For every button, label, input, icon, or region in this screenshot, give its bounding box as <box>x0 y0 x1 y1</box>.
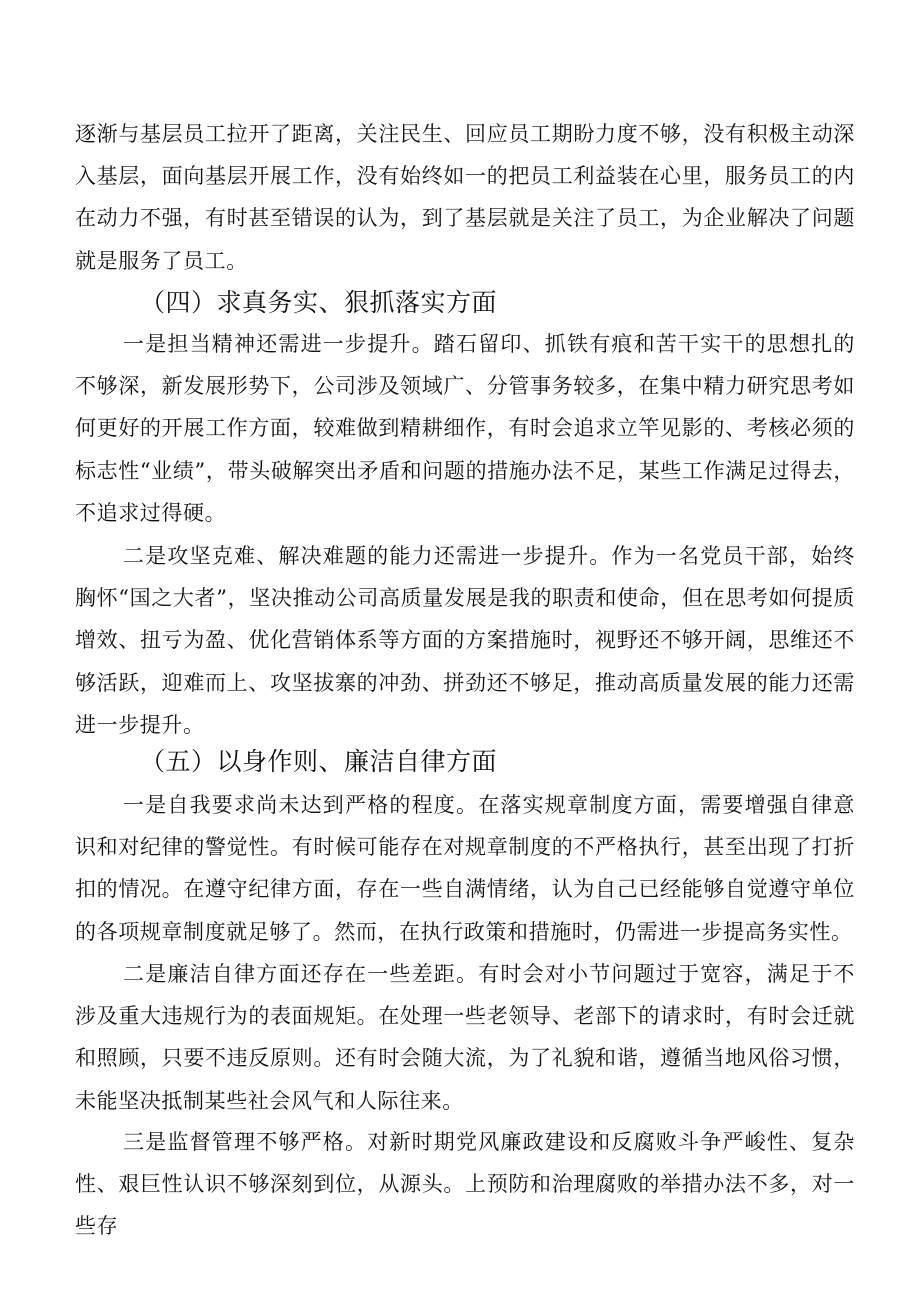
paragraph-self-discipline: 一是自我要求尚未达到严格的程度。在落实规章制度方面，需要增强自律意识和对纪律的警觉性。有时候可能存在对规章制度的不严格执行，甚至出现了打折扣的情况。在遵守纪律方面，存在一些自满情绪，认为自己已经能够自觉遵守单位的各项规章制度就足够了。然而，在执行政策和措施时，仍需进一步提高务实性。 <box>75 793 855 944</box>
paragraph-integrity: 二是廉洁自律方面还存在一些差距。有时会对小节问题过于宽容，满足于不涉及重大违规行为的表面规矩。在处理一些老领导、老部下的请求时，有时会迁就和照顾，只要不违反原则。还有时会随大流，为了礼貌和谐，遵循当地风俗习惯，未能坚决抵制某些社会风气和人际往来。 <box>75 962 855 1113</box>
paragraph-problem-solving: 二是攻坚克难、解决难题的能力还需进一步提升。作为一名党员干部，始终胸怀“国之大者”，坚决推动公司高质量发展是我的职责和使命，但在思考如何提质增效、扭亏为盈、优化营销体系等方面的方案措施时，视野还不够开阔，思维还不够活跃，迎难而上、攻坚拔寨的冲劲、拼劲还不够足，推动高质量发展的能力还需进一步提升。 <box>75 544 855 737</box>
paragraph-continuation: 逐渐与基层员工拉开了距离，关注民生、回应员工期盼力度不够，没有积极主动深入基层，面向基层开展工作，没有始终如一的把员工利益装在心里，服务员工的内在动力不强，有时甚至错误的认为，到了基层就是关注了员工，为企业解决了问题就是服务了员工。 <box>75 122 855 273</box>
section-heading-five: （五）以身作则、廉洁自律方面 <box>140 747 498 776</box>
paragraph-responsibility: 一是担当精神还需进一步提升。踏石留印、抓铁有痕和苦干实干的思想扎的不够深，新发展形势下，公司涉及领域广、分管事务较多，在集中精力研究思考如何更好的开展工作方面，较难做到精耕细作，有时会追求立竿见影的、考核必须的标志性“业绩”，带头破解突出矛盾和问题的措施办法不足，某些工作满足过得去，不追求过得硬。 <box>75 332 855 525</box>
paragraph-supervision: 三是监督管理不够严格。对新时期党风廉政建设和反腐败斗争严峻性、复杂性、艰巨性认识不够深刻到位，从源头。上预防和治理腐败的举措办法不多，对一些存 <box>75 1130 855 1239</box>
section-heading-four: （四）求真务实、狠抓落实方面 <box>140 288 498 317</box>
